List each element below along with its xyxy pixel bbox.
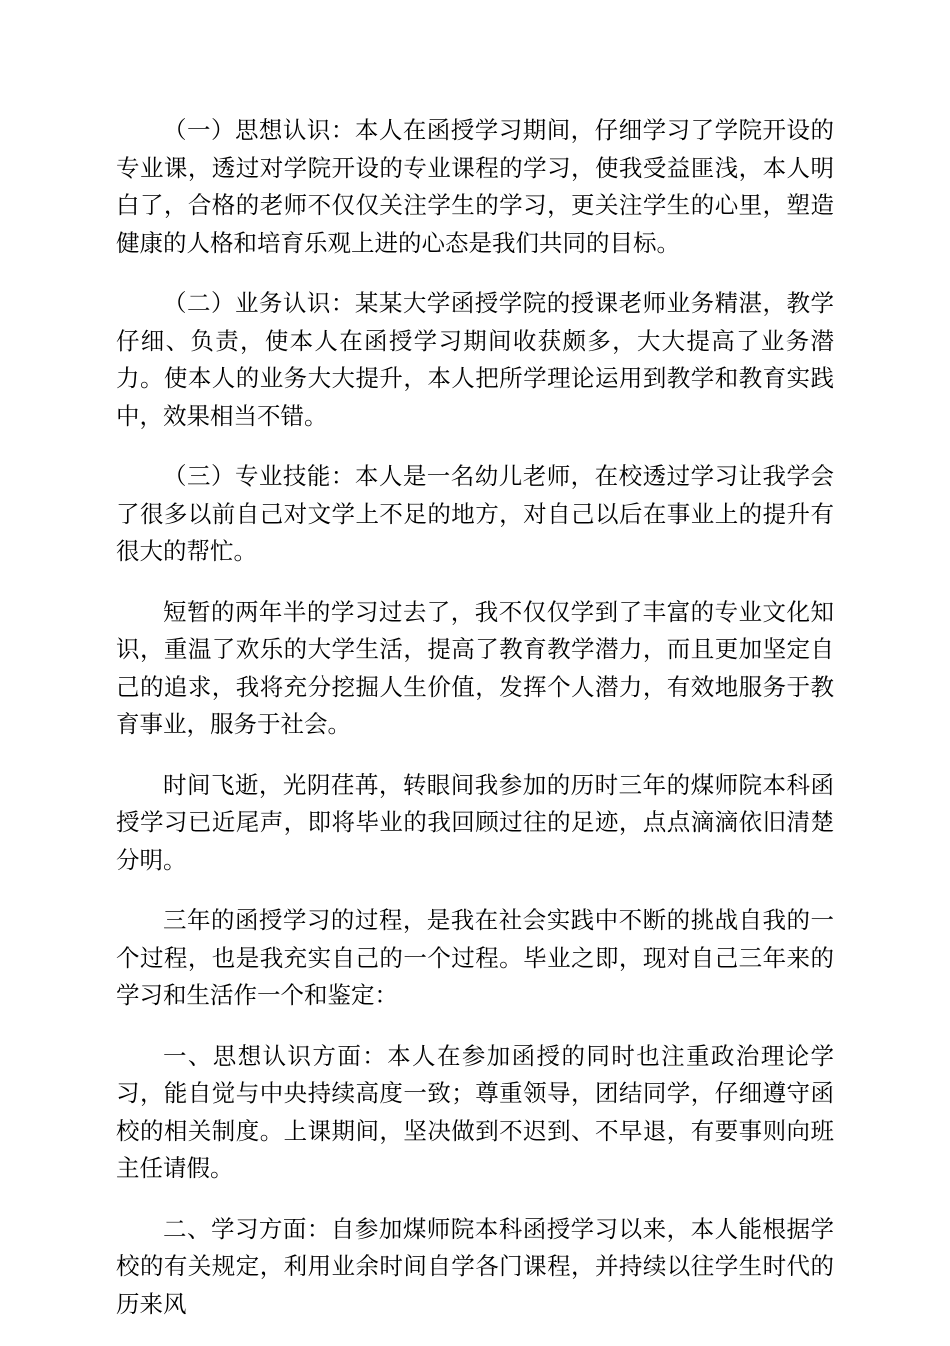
paragraph-4: 短暂的两年半的学习过去了，我不仅仅学到了丰富的专业文化知识，重温了欢乐的大学生活，提高了教育教学潜力，而且更加坚定自己的追求，我将充分挖掘人生价值，发挥个人潜力，有效地服务于教育事业，服务于社会。	[116, 597, 834, 738]
paragraph-1: （一）思想认识：本人在函授学习期间，仔细学习了学院开设的专业课，透过对学院开设的专业课程的学习，使我受益匪浅，本人明白了，合格的老师不仅仅关注学生的学习，更关注学生的心里，塑造健康的人格和培育乐观上进的心态是我们共同的目标。	[116, 116, 834, 257]
paragraph-8: 二、学习方面：自参加煤师院本科函授学习以来，本人能根据学校的有关规定，利用业余时间自学各门课程，并持续以往学生时代的历来风	[116, 1214, 834, 1318]
paragraph-5: 时间飞逝，光阴荏苒，转眼间我参加的历时三年的煤师院本科函授学习已近尾声，即将毕业的我回顾过往的足迹，点点滴滴依旧清楚分明。	[116, 770, 834, 874]
paragraph-6: 三年的函授学习的过程，是我在社会实践中不断的挑战自我的一个过程，也是我充实自己的一个过程。毕业之即，现对自己三年来的学习和生活作一个和鉴定：	[116, 906, 834, 1009]
paragraph-2: （二）业务认识：某某大学函授学院的授课老师业务精湛，教学仔细、负责，使本人在函授学习期间收获颇多，大大提高了业务潜力。使本人的业务大大提升，本人把所学理论运用到教学和教育实践中，效果相当不错。	[116, 289, 834, 430]
paragraph-3: （三）专业技能：本人是一名幼儿老师，在校透过学习让我学会了很多以前自己对文学上不足的地方，对自己以后在事业上的提升有很大的帮忙。	[116, 462, 834, 565]
document-body	[116, 112, 834, 1346]
paragraph-7: 一、思想认识方面：本人在参加函授的同时也注重政治理论学习，能自觉与中央持续高度一致；尊重领导，团结同学，仔细遵守函校的相关制度。上课期间，坚决做到不迟到、不早退，有要事则向班主任请假。	[116, 1041, 834, 1182]
